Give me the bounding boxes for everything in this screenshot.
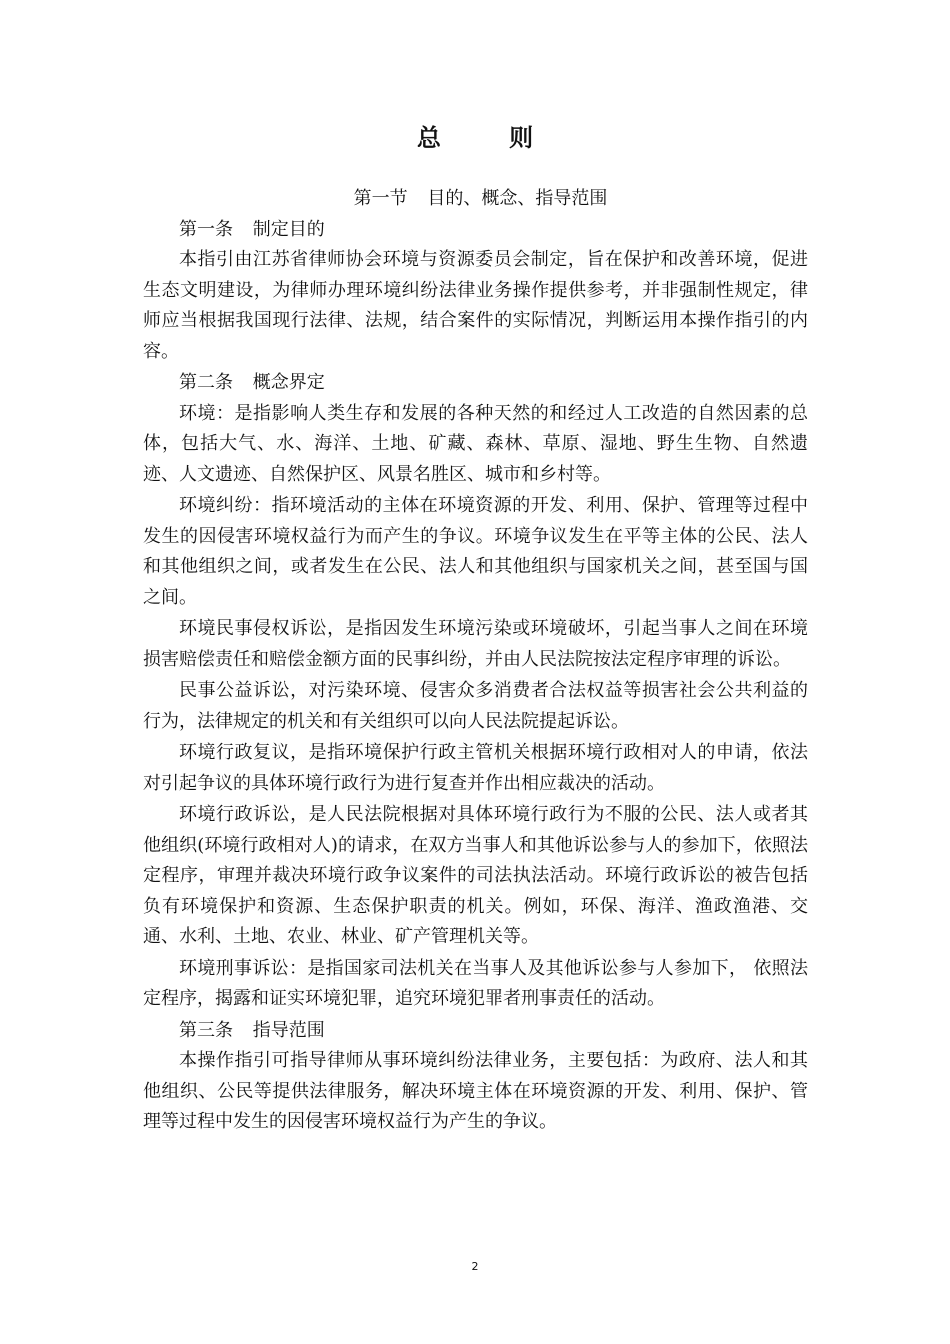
- page-title: 总 则: [416, 124, 564, 152]
- article-heading-3: 第三条 指导范围: [179, 1019, 325, 1041]
- definition-environmental-dispute: 环境纠纷：指环境活动的主体在环境资源的开发、利用、保护、管理等过程中发生的因侵害环境权益行为而产生的争议。环境争议发生在平等主体的公民、法人和其他组织之间，或者发生在公民、法人和其他组织与国家机关之间，甚至国与国之间。: [143, 495, 808, 608]
- page-number: 2: [471, 1260, 479, 1273]
- definition-public-interest-litigation: 民事公益诉讼，对污染环境、侵害众多消费者合法权益等损害社会公共利益的行为，法律规定的机关和有关组织可以向人民法院提起诉讼。: [143, 680, 808, 732]
- article-3-paragraph: 本操作指引可指导律师从事环境纠纷法律业务，主要包括：为政府、法人和其他组织、公民等提供法律服务，解决环境主体在环境资源的开发、利用、保护、管理等过程中发生的因侵害环境权益行为产生的争议。: [143, 1050, 808, 1132]
- article-heading-1: 第一条 制定目的: [179, 218, 325, 240]
- definition-environment: 环境：是指影响人类生存和发展的各种天然的和经过人工改造的自然因素的总体，包括大气、水、海洋、土地、矿藏、森林、草原、湿地、野生生物、自然遗迹、人文遗迹、自然保护区、风景名胜区、城市和乡村等。: [143, 402, 808, 485]
- definition-administrative-review: 环境行政复议，是指环境保护行政主管机关根据环境行政相对人的申请，依法对引起争议的具体环境行政行为进行复查并作出相应裁决的活动。: [143, 742, 808, 794]
- article-1-paragraph: 本指引由江苏省律师协会环境与资源委员会制定，旨在保护和改善环境，促进生态文明建设，为律师办理环境纠纷法律业务操作提供参考，并非强制性规定，律师应当根据我国现行法律、法规，结合案件的实际情况，判断运用本操作指引的内容。: [143, 249, 808, 362]
- definition-criminal-litigation: 环境刑事诉讼：是指国家司法机关在当事人及其他诉讼参与人参加下， 依照法定程序，揭露和证实环境犯罪，追究环境犯罪者刑事责任的活动。: [143, 957, 808, 1009]
- article-heading-2: 第二条 概念界定: [179, 372, 325, 393]
- definition-administrative-litigation: 环境行政诉讼，是人民法院根据对具体环境行政行为不服的公民、法人或者其他组织(环境行政相对人)的请求，在双方当事人和其他诉讼参与人的参加下，依照法定程序，审理并裁决环境行政争议案件的司法执法活动。环境行政诉讼的被告包括负有环境保护和资源、生态保护职责的机关。例如，环保、海洋、渔政渔港、交通、水利、土地、农业、林业、矿产管理机关等。: [143, 804, 808, 947]
- definition-civil-tort-litigation: 环境民事侵权诉讼，是指因发生环境污染或环境破坏，引起当事人之间在环境损害赔偿责任和赔偿金额方面的民事纠纷，并由人民法院按法定程序审理的诉讼。: [143, 618, 808, 670]
- section-heading: 第一节 目的、概念、指导范围: [353, 188, 608, 209]
- document-body: [143, 184, 808, 1139]
